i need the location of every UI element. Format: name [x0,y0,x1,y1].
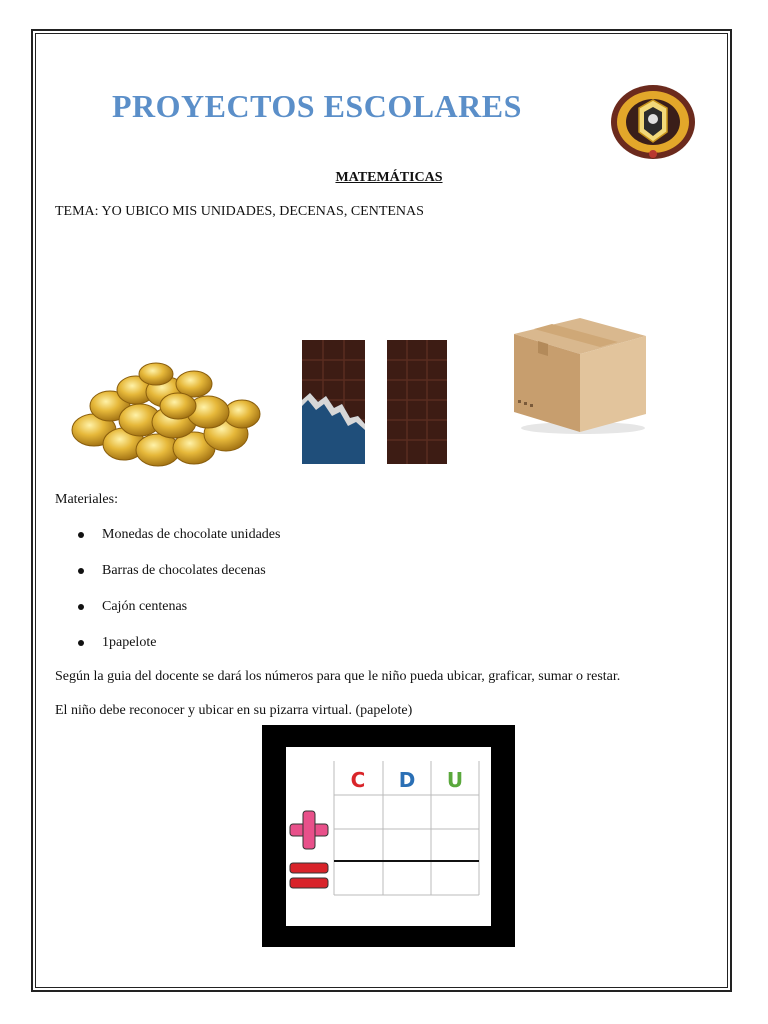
list-item: 1papelote [55,629,280,665]
page-title: PROYECTOS ESCOLARES [112,88,522,124]
school-emblem [608,82,698,164]
materials-heading: Materiales: [55,492,118,507]
instruction-paragraph: Según la guia del docente se dará los números para que le niño pueda ubicar, graficar, sumar o restar. [55,669,621,684]
units-header: U [446,768,464,792]
list-item: Cajón centenas [55,593,280,629]
tens-header: D [398,768,416,792]
hundreds-header: C [350,768,366,792]
plus-icon [290,811,328,849]
list-item: Barras de chocolates decenas [55,557,280,593]
chocolate-bars-image [300,338,450,466]
subject-heading: MATEMÁTICAS [335,170,443,185]
chocolate-coins-image [66,362,262,470]
minus-icon [290,863,328,888]
cardboard-box-image [508,314,650,436]
board-surface [286,747,491,926]
materials-list [55,521,280,665]
board-grid [286,747,491,926]
list-item: Monedas de chocolate unidades [55,521,280,557]
board-instruction-paragraph: El niño debe reconocer y ubicar en su pizarra virtual. (papelote) [55,703,413,718]
topic-line: TEMA: YO UBICO MIS UNIDADES, DECENAS, CENTENAS [55,204,424,219]
place-value-board [262,725,515,947]
